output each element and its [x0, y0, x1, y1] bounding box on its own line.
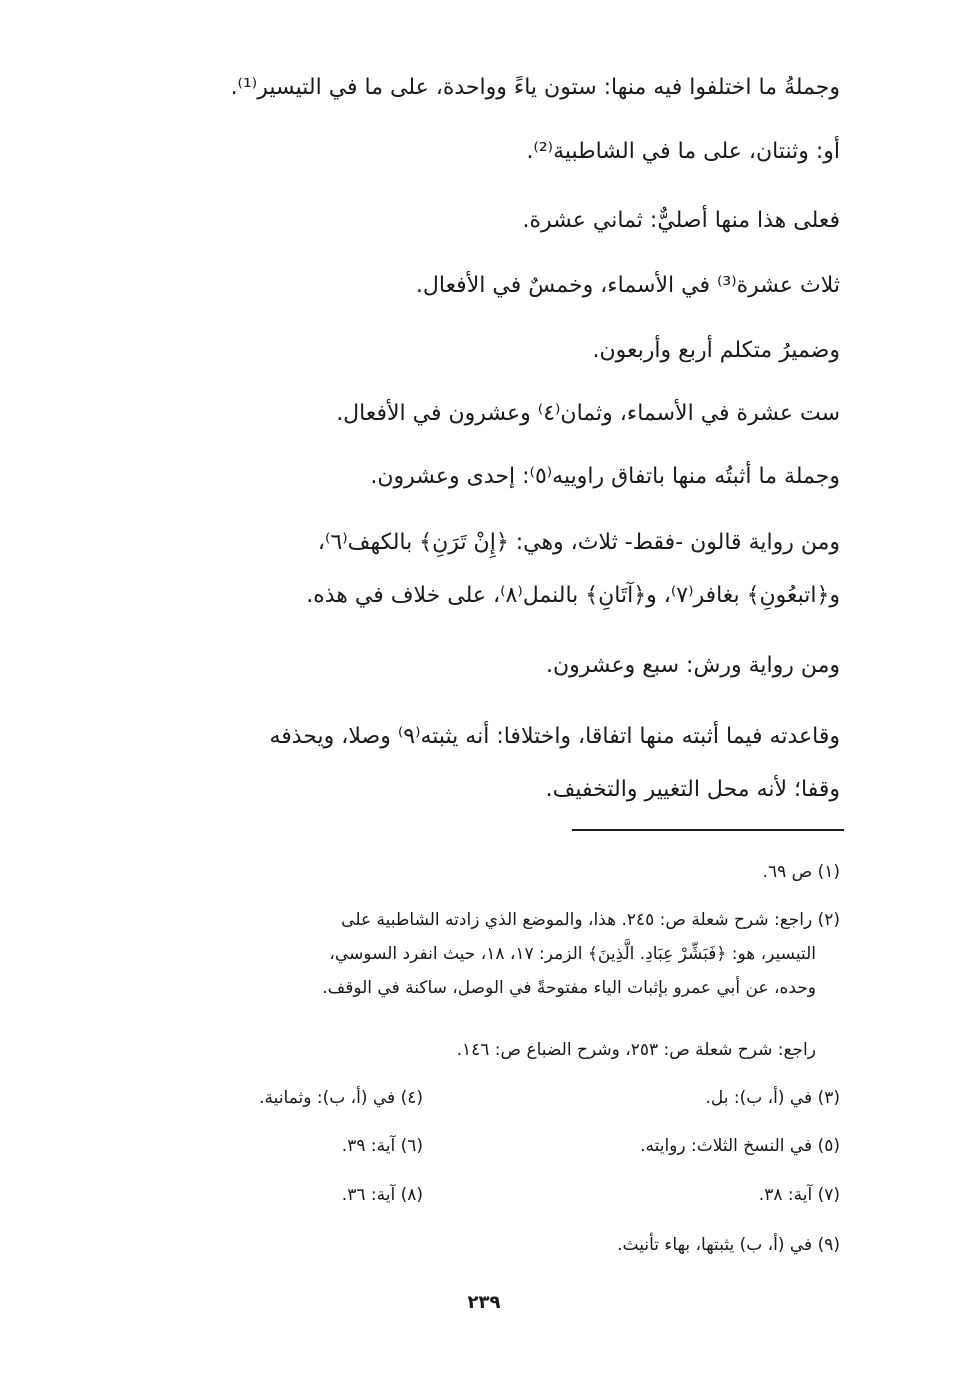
body-line-2: أو: وثنتان، على ما في الشاطبية⁽²⁾.	[526, 139, 840, 164]
page-number: ٢٣٩	[467, 1292, 501, 1313]
footnote-2-line-2: التيسير، هو: ﴿فَبَشِّرْ عِبَادِ. الَّذِينَ﴾ الزمر: ١٧، ١٨، حيث انفرد السوسي،	[329, 944, 816, 964]
footnote-6: (٦) آية: ٣٩.	[341, 1136, 423, 1156]
footnote-2-line-3: وحده، عن أبي عمرو بإثبات الياء مفتوحةً في الوصل، ساكنة في الوقف.	[322, 978, 816, 998]
footnote-separator	[572, 829, 844, 831]
footnote-8: (٨) آية: ٣٦.	[341, 1185, 423, 1205]
body-line-7: وجملة ما أثبتُه منها باتفاق راوييه⁽٥⁾: إحدى وعشرون.	[370, 464, 840, 489]
footnote-3: (٣) في (أ، ب): بل.	[705, 1088, 840, 1108]
footnote-9: (٩) في (أ، ب) يثبتها، بهاء تأنيث.	[617, 1235, 840, 1255]
footnote-7: (٧) آية: ٣٨.	[758, 1185, 840, 1205]
footnote-5: (٥) في النسخ الثلاث: روايته.	[640, 1136, 840, 1156]
body-line-6: ست عشرة في الأسماء، وثمان⁽٤⁾ وعشرون في الأفعال.	[336, 401, 840, 426]
body-line-5: وضميرُ متكلم أربع وأربعون.	[592, 338, 840, 363]
footnote-4: (٤) في (أ، ب): وثمانية.	[259, 1088, 423, 1108]
footnote-1: (١) ص ٦٩.	[762, 862, 840, 882]
body-line-12: وقفا؛ لأنه محل التغيير والتخفيف.	[545, 777, 840, 802]
footnote-2-line-1: (٢) راجع: شرح شعلة ص: ٢٤٥. هذا، والموضع الذي زادته الشاطبية على	[341, 910, 840, 930]
footnote-2-line-4: راجع: شرح شعلة ص: ٢٥٣، وشرح الضباع ص: ١٤٦.	[456, 1040, 816, 1060]
body-line-8: ومن رواية قالون -فقط- ثلاث، وهي: ﴿إِنْ تَرَنِ﴾ بالكهف⁽٦⁾،	[317, 530, 840, 555]
body-line-3: فعلى هذا منها أصليٌّ: ثماني عشرة.	[522, 208, 840, 233]
body-line-11: وقاعدته فيما أثبته منها اتفاقا، واختلافا: أنه يثبته⁽٩⁾ وصلا، ويحذفه	[269, 724, 840, 749]
body-line-4: ثلاث عشرة⁽³⁾ في الأسماء، وخمسٌ في الأفعال.	[415, 273, 840, 298]
body-line-9: و﴿اتبعُونِ﴾ بغافر⁽٧⁾، و﴿آتَانِ﴾ بالنمل⁽٨⁾، على خلاف في هذه.	[306, 583, 840, 608]
body-line-10: ومن رواية ورش: سبع وعشرون.	[546, 653, 840, 678]
body-line-1: وجملةُ ما اختلفوا فيه منها: ستون ياءً وواحدة، على ما في التيسير⁽¹⁾.	[230, 75, 840, 100]
